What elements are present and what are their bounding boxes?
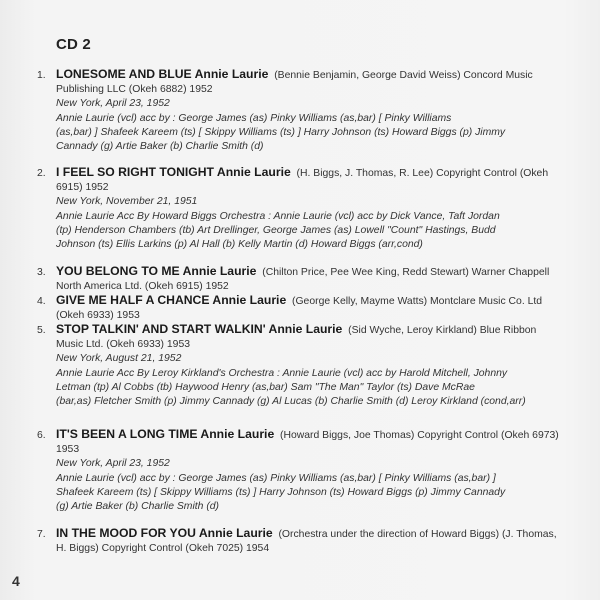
track-credit: (Howard Biggs, Joe Thomas) Copyright Control (Okeh 6973) bbox=[280, 430, 559, 441]
track-body bbox=[56, 427, 576, 514]
track-number: 2. bbox=[37, 168, 46, 179]
track-credit-cont: 1953 bbox=[56, 444, 80, 456]
track-credit-cont: Music Ltd. (Okeh 6933) 1953 bbox=[56, 339, 190, 351]
track-body bbox=[56, 165, 576, 252]
track-body bbox=[56, 293, 576, 323]
track-place-date: New York, April 23, 1952 bbox=[56, 98, 170, 110]
track-personnel-line: Johnson (ts) Ellis Larkins (p) Al Hall (b) Kelly Martin (d) Howard Biggs (arr,cond) bbox=[56, 239, 423, 251]
track-personnel-line: (tp) Henderson Chambers (tb) Art Drellinger, George James (as) Lowell "Count" Hastings, Budd bbox=[56, 224, 496, 236]
track-place-date: New York, August 21, 1952 bbox=[56, 353, 182, 365]
track-body bbox=[56, 322, 576, 409]
track-credit: (Sid Wyche, Leroy Kirkland) Blue Ribbon bbox=[348, 325, 537, 336]
track-title: YOU BELONG TO ME Annie Laurie bbox=[56, 264, 257, 278]
track-credit-cont: North America Ltd. (Okeh 6915) 1952 bbox=[56, 281, 229, 293]
track-credit-cont: 6915) 1952 bbox=[56, 182, 109, 194]
track-body bbox=[56, 67, 576, 154]
track-personnel-line: (g) Artie Baker (b) Charlie Smith (d) bbox=[56, 501, 220, 513]
track-credit-cont: (Okeh 6933) 1953 bbox=[56, 310, 140, 322]
track-personnel-line: (as,bar) ] Shafeek Kareem (ts) [ Skippy Williams (ts) ] Harry Johnson (ts) Howard Biggs (p) Jimmy bbox=[56, 126, 506, 138]
track-place-date: New York, November 21, 1951 bbox=[56, 196, 198, 208]
track-credit: (H. Biggs, J. Thomas, R. Lee) Copyright Control (Okeh bbox=[296, 168, 549, 179]
track-place-date: New York, April 23, 1952 bbox=[56, 458, 170, 470]
track-number: 7. bbox=[37, 529, 46, 540]
track-personnel-line: (bar,as) Fletcher Smith (p) Jimmy Cannady (g) Al Lucas (b) Charlie Smith (d) Leroy Kirkland (cond,arr) bbox=[56, 396, 526, 408]
track-personnel-line: Annie Laurie Acc By Howard Biggs Orchestra : Annie Laurie (vcl) acc by Dick Vance, Taft Jordan bbox=[56, 210, 500, 222]
track-title: STOP TALKIN' AND START WALKIN' Annie Laurie bbox=[56, 322, 343, 336]
track-personnel-line: Annie Laurie Acc By Leroy Kirkland's Orchestra : Annie Laurie (vcl) acc by Harold Mitchell, Johnny bbox=[56, 367, 508, 379]
cd-heading: CD 2 bbox=[56, 36, 91, 53]
track-personnel-line: Annie Laurie (vcl) acc by : George James (as) Pinky Williams (as,bar) [ Pinky Williams bbox=[56, 112, 452, 124]
track-number: 4. bbox=[37, 296, 46, 307]
track-body bbox=[56, 264, 576, 294]
track-title: IT'S BEEN A LONG TIME Annie Laurie bbox=[56, 427, 275, 441]
track-credit-cont: Publishing LLC (Okeh 6882) 1952 bbox=[56, 84, 213, 96]
track-title: IN THE MOOD FOR YOU Annie Laurie bbox=[56, 526, 273, 540]
track-number: 6. bbox=[37, 430, 46, 441]
track-personnel-line: Cannady (g) Artie Baker (b) Charlie Smith (d) bbox=[56, 141, 264, 153]
page-number: 4 bbox=[12, 573, 20, 589]
track-personnel-line: Letman (tp) Al Cobbs (tb) Haywood Henry (as,bar) Sam "The Man" Taylor (ts) Dave McRae bbox=[56, 381, 475, 393]
track-credit-cont: H. Biggs) Copyright Control (Okeh 7025) 1954 bbox=[56, 543, 270, 555]
track-personnel-line: Shafeek Kareem (ts) [ Skippy Williams (ts) ] Harry Johnson (ts) Howard Biggs (p) Jimmy Cannady bbox=[56, 486, 506, 498]
track-title: LONESOME AND BLUE Annie Laurie bbox=[56, 67, 269, 81]
track-number: 3. bbox=[37, 267, 46, 278]
track-personnel-line: Annie Laurie (vcl) acc by : George James (as) Pinky Williams (as,bar) [ Pinky Williams (as,bar) ] bbox=[56, 472, 496, 484]
track-number: 5. bbox=[37, 325, 46, 336]
track-title: GIVE ME HALF A CHANCE Annie Laurie bbox=[56, 293, 287, 307]
track-credit: (Chilton Price, Pee Wee King, Redd Stewart) Warner Chappell bbox=[262, 267, 550, 278]
track-credit: (Orchestra under the direction of Howard Biggs) (J. Thomas, bbox=[278, 529, 557, 540]
track-number: 1. bbox=[37, 70, 46, 81]
track-credit: (George Kelly, Mayme Watts) Montclare Music Co. Ltd bbox=[292, 296, 543, 307]
track-credit: (Bennie Benjamin, George David Weiss) Concord Music bbox=[274, 70, 533, 81]
track-title: I FEEL SO RIGHT TONIGHT Annie Laurie bbox=[56, 165, 291, 179]
track-body bbox=[56, 526, 576, 556]
